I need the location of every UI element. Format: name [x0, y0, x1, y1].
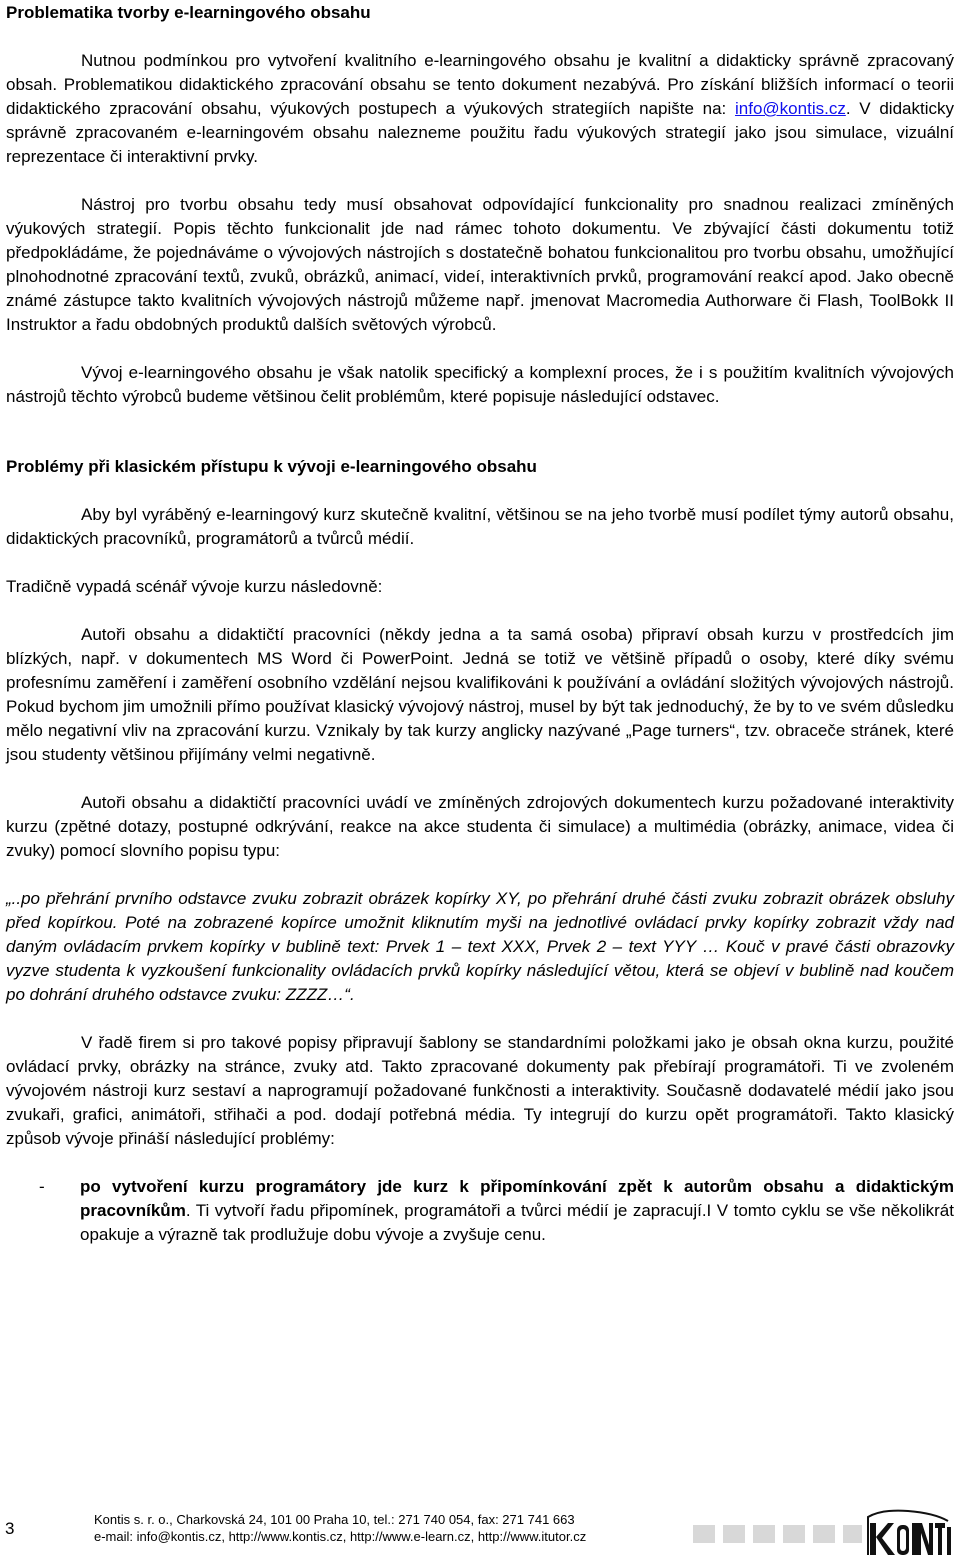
spacer: [6, 863, 954, 887]
square-icon: [783, 1525, 805, 1543]
paragraph-development: Vývoj e-learningového obsahu je však natolik specifický a komplexní proces, že i s použitím kvalitních vývojových nástrojů těchto výrobců budeme většinou čelit problémům, které popisuje následující odstavec.: [6, 363, 954, 406]
document-page: [6, 0, 954, 1247]
spacer: [6, 1151, 954, 1175]
list-dash: -: [39, 1177, 45, 1196]
spacer: [6, 551, 954, 575]
spacer: [6, 337, 954, 361]
section-heading-problematika: Problematika tvorby e-learningového obsahu: [6, 3, 371, 22]
spacer: [6, 599, 954, 623]
spacer: [6, 767, 954, 791]
list-item-bold: po vytvoření kurzu programátory jde kurz k připomínkování zpět k autorům obsahu a didaktickým pracovníkům: [80, 1177, 954, 1220]
footer-address: Kontis s. r. o., Charkovská 24, 101 00 Praha 10, tel.: 271 740 054, fax: 271 741 663: [94, 1512, 575, 1527]
quote-example: „..po přehrání prvního odstavce zvuku zobrazit obrázek kopírky XY, po přehrání druhé části zvuku zobrazit obrázek obsluhy před kopírkou. Poté na zobrazené kopírce umožnit kliknutím myši na jednotlivé ovládací prvky kopírky zobrazit vždy nad daným ovládacím prvkem kopírky v bublině text: Prvek 1 – text XXX, Prvek 2 – text YYY … Kouč v pravé části obrazovky vyzve studenta k vyzkoušení funkcionality ovládacích prvků kopírky následující větou, která se objeví v bublině nad koučem po dohrání druhého odstavce zvuku: ZZZZ…“.: [6, 889, 954, 1004]
footer-links: e-mail: info@kontis.cz, http://www.kontis.cz, http://www.e-learn.cz, http://www.itutor.cz: [94, 1529, 587, 1544]
list-item: [6, 1175, 954, 1247]
page-number: 3: [5, 1519, 15, 1538]
spacer: [6, 479, 954, 503]
paragraph-intro-text-end: . V didakticky správně zpracovaném e-learningovém obsahu nalezneme použitu řadu výukových strategií jako jsou simulace, vizuální reprezentace či interaktivní prvky.: [6, 99, 954, 166]
spacer: [6, 169, 954, 193]
email-link[interactable]: info@kontis.cz: [735, 99, 846, 118]
page-footer: [0, 1505, 960, 1563]
square-icon: [813, 1525, 835, 1543]
square-icon: [693, 1525, 715, 1543]
decorative-squares: [693, 1525, 865, 1543]
paragraph-intro-text: Nutnou podmínkou pro vytvoření kvalitního e-learningového obsahu je kvalitní a didakticky správně zpracovaný obsah. Problematikou didaktického zpracování obsahu se tento dokument nezabývá. Pro získání bližších informací o teorii didaktického zpracování obsahu, výukových postupech a výukových strategiích napište na:: [6, 51, 954, 118]
paragraph-intro: [6, 49, 954, 169]
paragraph-tools: Nástroj pro tvorbu obsahu tedy musí obsahovat odpovídající funkcionality pro snadnou realizaci zmíněných výukových strategií. Popis těchto funkcionalit jde nad rámec tohoto dokumentu. Ve zbývající části dokumentu totiž předpokládáme, že pojednáváme o vývojových nástrojích s dostatečně bohatou funkcionalitou pro tvorbu obsahu, umožňující plnohodnotné zpracování textů, zvuků, obrázků, animací, videí, interaktivních prvků, programování reakcí apod. Jako obecně známé zástupce takto kvalitních vývojových nástrojů můžeme např. jmenovat Macromedia Authorware či Flash, ToolBokk II Instruktor a řadu obdobných produktů dalších světových výrobců.: [6, 195, 954, 334]
paragraph-teams: Aby byl vyráběný e-learningový kurz skutečně kvalitní, většinou se na jeho tvorbě musí podílet týmy autorů obsahu, didaktických pracovníků, programátorů a tvůrců médií.: [6, 505, 954, 548]
kontis-logo: [862, 1505, 954, 1563]
footer-contact: [94, 1511, 586, 1545]
square-icon: [723, 1525, 745, 1543]
paragraph-interactivity: Autoři obsahu a didaktičtí pracovníci uvádí ve zmíněných zdrojových dokumentech kurzu požadované interaktivity kurzu (zpětné dotazy, postupné odkrývání, reakce na akce studenta či simulace) a multimédia (obrázky, animace, videa či zvuky) pomocí slovního popisu typu:: [6, 793, 954, 860]
list-item-text: . Ti vytvoří řadu připomínek, programátoři a tvůrci médií je zapracují.I V tomto cyklu se vše několikrát opakuje a výrazně tak prodlužuje dobu vývoje a zvyšuje cenu.: [80, 1201, 954, 1244]
section-heading-problemy: Problémy při klasickém přístupu k vývoji e-learningového obsahu: [6, 457, 537, 476]
paragraph-scenario: Tradičně vypadá scénář vývoje kurzu následovně:: [6, 577, 383, 596]
spacer: [6, 409, 954, 449]
spacer: [6, 25, 954, 49]
paragraph-templates: V řadě firem si pro takové popisy připravují šablony se standardními položkami jako je obsah okna kurzu, použité ovládací prvky, obrázky na stránce, zvuky atd. Takto zpracované dokumenty pak přebírají programátoři. Ti ve zvoleném vývojovém nástroji kurz sestaví a naprogramují požadované funkčnosti a interaktivity. Současně dodavatelé médií jako jsou zvukaři, grafici, animátoři, střihači a pod. dodají potřebná média. Ty integrují do kurzu opět programátoři. Takto klasický způsob vývoje přináší následující problémy:: [6, 1033, 954, 1148]
spacer: [6, 1007, 954, 1031]
paragraph-authors: Autoři obsahu a didaktičtí pracovníci (někdy jedna a ta samá osoba) připraví obsah kurzu v prostředcích jim blízkých, např. v dokumentech MS Word či PowerPoint. Jedná se totiž ve většině případů o osoby, které díky svému profesnímu zaměření i zaměření osobního vzdělání nejsou kvalifikováni k používání a ovládání složitých vývojových nástrojů. Pokud bychom jim umožnili přímo používat klasický vývojový nástroj, musel by být tak jednoduchý, že by to ve svém důsledku mělo negativní vliv na zpracování kurzu. Vznikaly by tak kurzy anglicky nazývané „Page turners“, tzv. obraceče stránek, které jsou studenty většinou přijímány velmi negativně.: [6, 625, 954, 764]
square-icon: [753, 1525, 775, 1543]
